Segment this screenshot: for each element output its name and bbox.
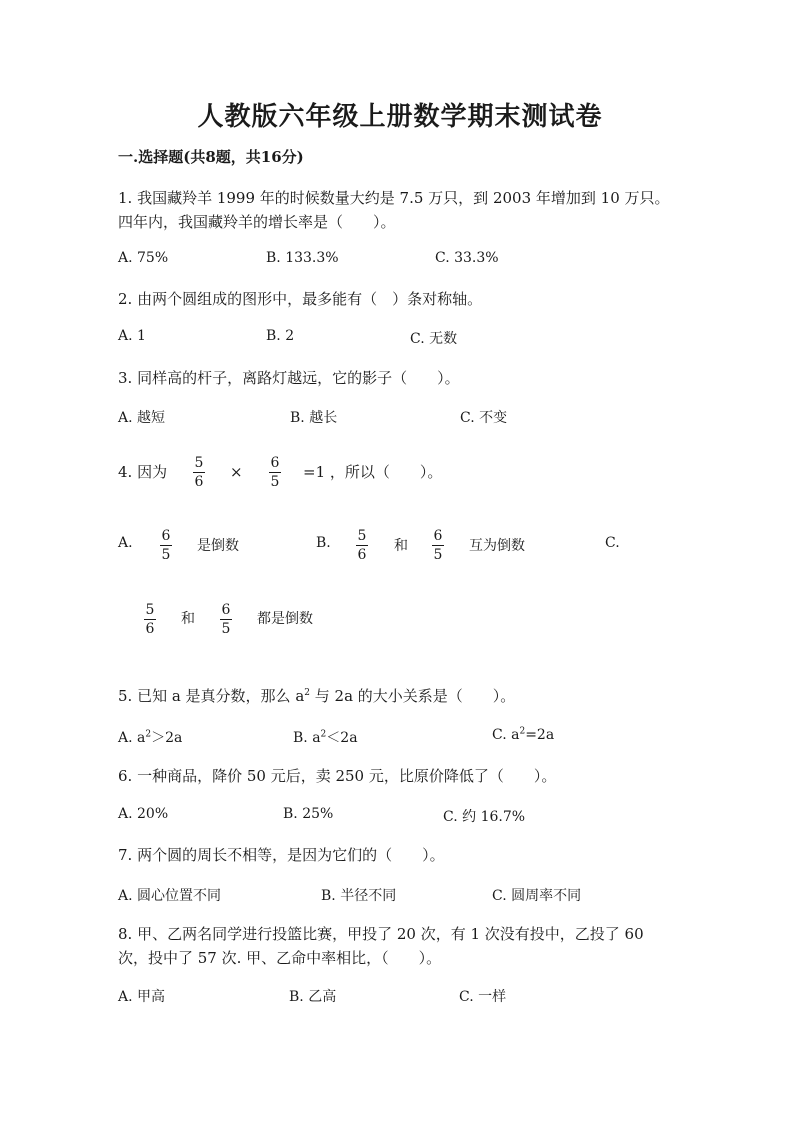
fraction-numerator: 6 xyxy=(433,528,443,544)
question-3-option-b: B. 越长 xyxy=(290,410,338,426)
question-5-text xyxy=(118,684,515,708)
fraction-numerator: 6 xyxy=(270,455,280,471)
fraction-bar xyxy=(356,545,368,546)
question-6-option-b: B. 25% xyxy=(283,806,334,822)
exponent: 2 xyxy=(145,729,152,740)
fraction-numerator: 5 xyxy=(145,602,155,618)
fraction-denominator: 6 xyxy=(194,474,204,490)
question-1-option-c: C. 33.3% xyxy=(435,250,499,266)
question-4-suffix: =1 ，所以（ ）。 xyxy=(303,463,443,481)
option-text: ＞2a xyxy=(151,730,183,746)
option-text: A. a xyxy=(118,730,146,746)
question-1-option-a: A. 75% xyxy=(118,250,169,266)
question-4-option-c-text: 都是倒数 xyxy=(257,611,313,627)
question-5-post: 与 2a 的大小关系是（ ）。 xyxy=(310,687,516,705)
question-4-option-a-text: 是倒数 xyxy=(197,538,239,554)
option-c-fraction-2 xyxy=(220,602,232,637)
option-text: ＜2a xyxy=(326,730,358,746)
fraction-bar xyxy=(432,545,444,546)
exponent: 2 xyxy=(304,688,311,698)
question-8-line-1: 8. 甲、乙两名同学进行投篮比赛，甲投了 20 次，有 1 次没有投中，乙投了 60 xyxy=(118,925,644,943)
question-6-option-c: C. 约 16.7% xyxy=(443,809,526,825)
question-1-line-2: 四年内，我国藏羚羊的增长率是（ ）。 xyxy=(118,213,396,231)
fraction-bar xyxy=(144,619,156,620)
question-1-option-b: B. 133.3% xyxy=(266,250,339,266)
question-4-option-b-text: 互为倒数 xyxy=(469,538,525,554)
question-2-option-b: B. 2 xyxy=(266,328,295,344)
question-7-option-b: B. 半径不同 xyxy=(321,888,397,904)
option-a-fraction xyxy=(160,528,172,563)
question-8-option-a: A. 甲高 xyxy=(118,989,166,1005)
exponent: 2 xyxy=(320,729,327,740)
question-6-option-a: A. 20% xyxy=(118,806,169,822)
page-title: 人教版六年级上册数学期末测试卷 xyxy=(197,102,603,132)
fraction-five-sixths xyxy=(193,455,205,490)
question-3-text: 3. 同样高的杆子，离路灯越远，它的影子（ ）。 xyxy=(118,369,460,387)
question-5-option-b xyxy=(293,727,358,747)
question-8-option-b: B. 乙高 xyxy=(289,989,337,1005)
fraction-denominator: 5 xyxy=(270,474,280,490)
question-4-prefix: 4. 因为 xyxy=(118,463,168,481)
question-7-text: 7. 两个圆的周长不相等，是因为它们的（ ）。 xyxy=(118,846,445,864)
option-b-fraction-1 xyxy=(356,528,368,563)
question-2-option-c: C. 无数 xyxy=(410,331,458,347)
question-4-option-b-and: 和 xyxy=(394,538,408,554)
option-text: B. a xyxy=(293,730,321,746)
fraction-denominator: 5 xyxy=(433,547,443,563)
fraction-numerator: 6 xyxy=(221,602,231,618)
fraction-bar xyxy=(193,472,205,473)
question-4-option-a-label: A. xyxy=(118,535,133,551)
exponent: 2 xyxy=(519,726,526,737)
fraction-bar xyxy=(160,545,172,546)
question-4-option-c-label: C. xyxy=(605,535,620,551)
question-6-text: 6. 一种商品，降价 50 元后，卖 250 元，比原价降低了（ ）。 xyxy=(118,767,557,785)
fraction-denominator: 6 xyxy=(357,547,367,563)
fraction-six-fifths xyxy=(269,455,281,490)
option-c-fraction-1 xyxy=(144,602,156,637)
question-1-line-1: 1. 我国藏羚羊 1999 年的时候数量大约是 7.5 万只，到 2003 年增加到 10 万只。 xyxy=(118,189,670,207)
option-b-fraction-2 xyxy=(432,528,444,563)
question-4-option-b-label: B. xyxy=(316,535,331,551)
question-3-option-c: C. 不变 xyxy=(460,410,508,426)
fraction-denominator: 5 xyxy=(161,547,171,563)
question-3-option-a: A. 越短 xyxy=(118,410,166,426)
fraction-bar xyxy=(220,619,232,620)
question-7-option-c: C. 圆周率不同 xyxy=(492,888,582,904)
question-2-option-a: A. 1 xyxy=(118,328,146,344)
section-heading: 一.选择题(共8题，共16分) xyxy=(118,148,304,166)
times-sign: × xyxy=(230,463,243,481)
fraction-numerator: 5 xyxy=(194,455,204,471)
question-2-text: 2. 由两个圆组成的图形中，最多能有（ ）条对称轴。 xyxy=(118,290,483,308)
question-7-option-a: A. 圆心位置不同 xyxy=(118,888,222,904)
fraction-numerator: 5 xyxy=(357,528,367,544)
option-text: C. a xyxy=(492,727,520,743)
fraction-denominator: 6 xyxy=(145,621,155,637)
question-8-option-c: C. 一样 xyxy=(459,989,507,1005)
question-5-pre: 5. 已知 a 是真分数，那么 a xyxy=(118,687,305,705)
question-4-option-c-and: 和 xyxy=(181,611,195,627)
fraction-bar xyxy=(269,472,281,473)
fraction-denominator: 5 xyxy=(221,621,231,637)
option-text: =2a xyxy=(525,727,555,743)
question-5-option-a xyxy=(118,727,182,747)
fraction-numerator: 6 xyxy=(161,528,171,544)
question-8-line-2: 次，投中了 57 次. 甲、乙命中率相比，（ ）。 xyxy=(118,949,442,967)
question-5-option-c xyxy=(492,727,554,743)
